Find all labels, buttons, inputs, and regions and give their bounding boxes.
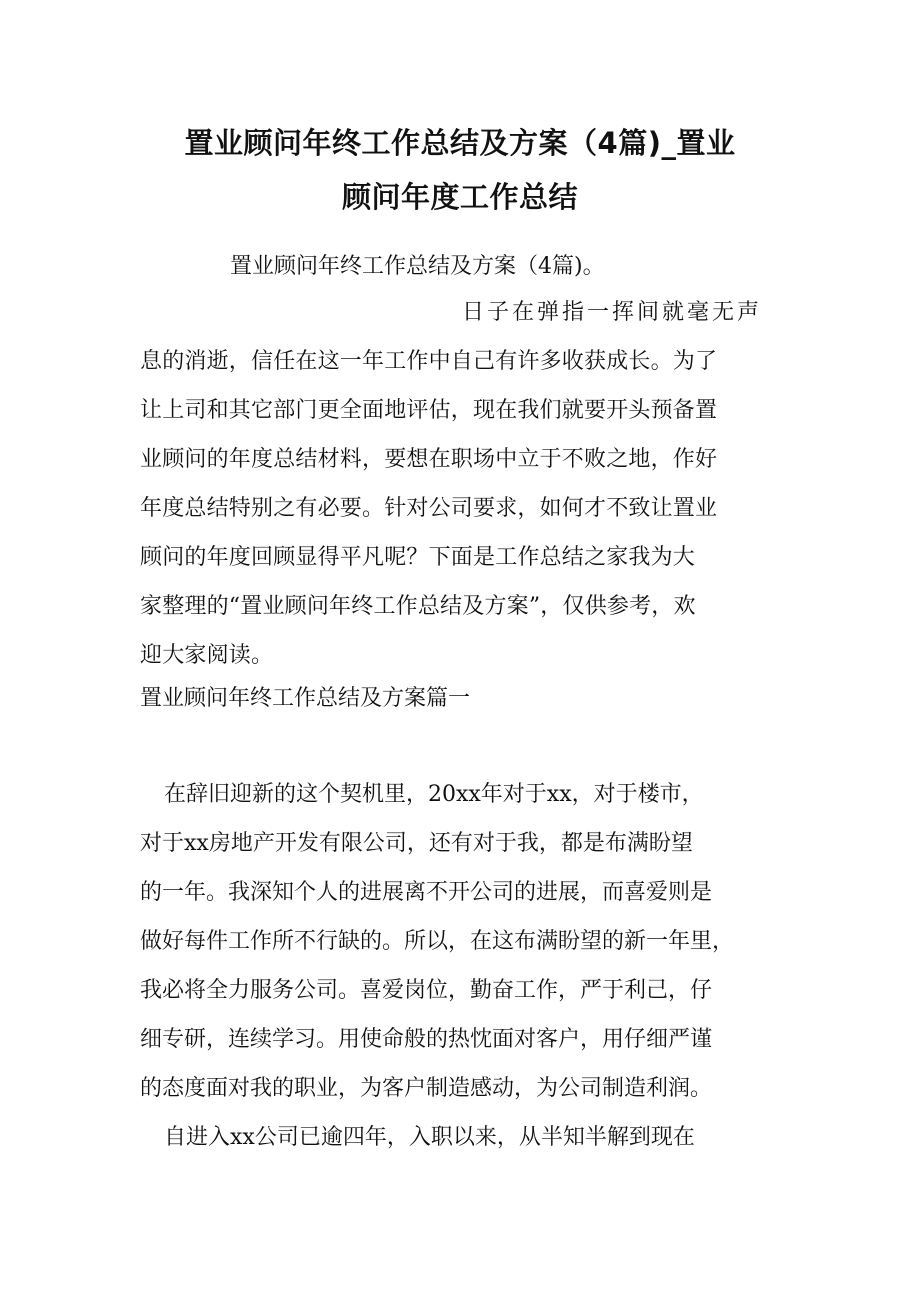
title-line-1: 置业顾问年终工作总结及方案（4篇)_置业 (184, 126, 736, 160)
body-line: 的态度面对我的职业，为客户制造感动，为公司制造利润。 (140, 1076, 713, 1101)
intro-line: 息的消逝，信任在这一年工作中自己有许多收获成长。为了 (140, 349, 718, 374)
intro-line: 业顾问的年度总结材料，要想在职场中立于不败之地，作好 (140, 447, 718, 472)
intro-line: 让上司和其它部门更全面地评估，现在我们就要开头预备置 (140, 398, 718, 423)
intro-line: 年度总结特别之有必要。针对公司要求，如何才不致让置业 (140, 496, 718, 521)
body-line: 做好每件工作所不行缺的。所以，在这布满盼望的新一年里， (140, 929, 735, 954)
body-line: 细专研，连续学习。用使命般的热忱面对客户，用仔细严谨 (140, 1027, 713, 1052)
lead-paragraph: 置业顾问年终工作总结及方案（4篇)。 (230, 254, 605, 279)
body-line: 我必将全力服务公司。喜爱岗位，勤奋工作，严于利己，仔 (140, 978, 713, 1003)
intro-line: 家整理的“置业顾问年终工作总结及方案”，仅供参考，欢 (140, 594, 696, 619)
intro-line: 顾问的年度回顾显得平凡呢？下面是工作总结之家我为大 (140, 545, 696, 570)
body-line: 的一年。我深知个人的进展离不开公司的进展，而喜爱则是 (140, 880, 713, 905)
section-heading: 置业顾问年终工作总结及方案篇一 (140, 686, 471, 711)
body-line: 在辞旧迎新的这个契机里，20xx年对于xx，对于楼市， (164, 782, 704, 807)
document-title (130, 116, 790, 224)
body-line: 对于xx房地产开发有限公司，还有对于我，都是布满盼望 (140, 831, 693, 856)
title-line-2: 顾问年度工作总结 (341, 180, 578, 214)
intro-line: 日子在弹指一挥间就毫无声 (462, 300, 763, 325)
body-paragraph (140, 770, 820, 1162)
intro-paragraph (140, 288, 800, 680)
intro-line: 迎大家阅读。 (140, 643, 274, 668)
body-line: 自进入xx公司已逾四年，入职以来，从半知半解到现在 (164, 1125, 695, 1150)
